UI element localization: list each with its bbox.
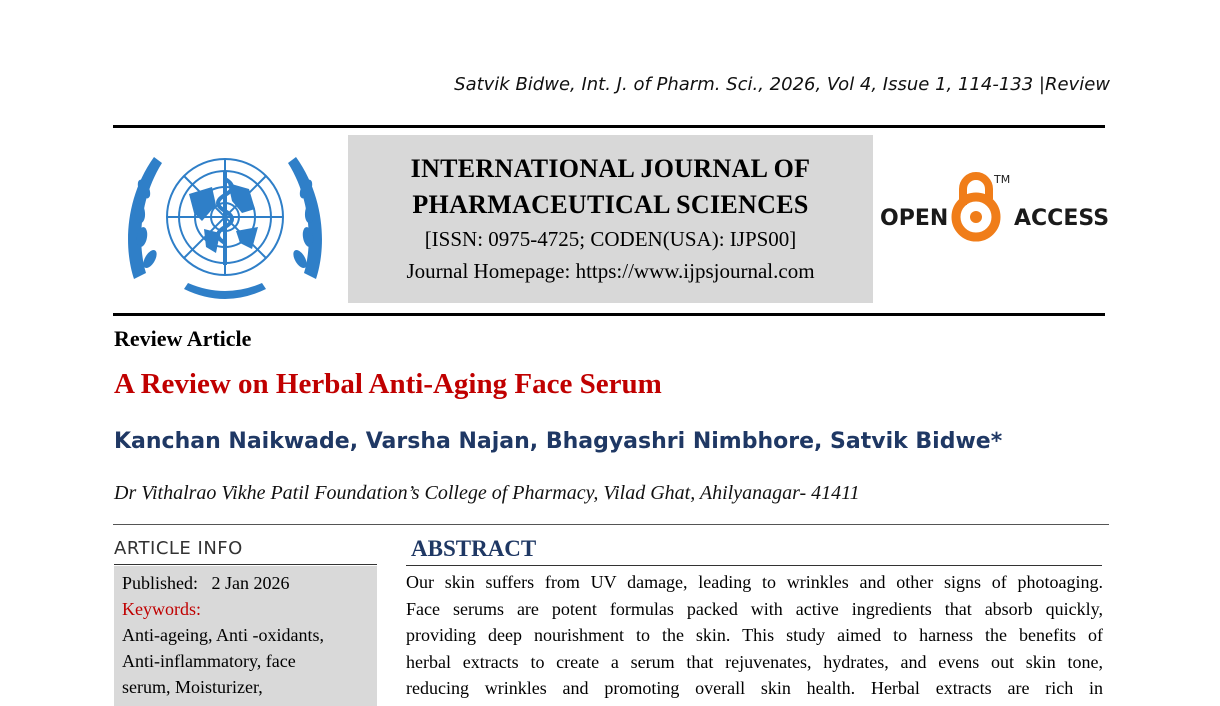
open-access-lock-icon [956,176,996,237]
open-access-left-text: OPEN [880,206,949,231]
published-date: Published: 2 Jan 2026 [122,573,290,593]
header-bottom-rule [113,313,1105,316]
abstract-body [406,569,1103,702]
journal-homepage: Journal Homepage: https://www.ijpsjournal.com [406,259,815,283]
article-title: A Review on Herbal Anti-Aging Face Serum [114,368,662,400]
open-access-right-text: ACCESS [1014,206,1110,231]
keywords-line: Anti-ageing, Anti -oxidants, [122,625,324,645]
running-head: Satvik Bidwe, Int. J. of Pharm. Sci., 2026, Vol 4, Issue 1, 114-133 |Review [454,74,1110,95]
abstract-line: providing deep nourishment to the skin. This study aimed to harness the benefits of [406,625,1103,645]
abstract-heading: ABSTRACT [411,536,537,561]
article-info-heading: ARTICLE INFO [114,538,243,559]
article-authors: Kanchan Naikwade, Varsha Najan, Bhagyashri Nimbhore, Satvik Bidwe* [114,429,1003,454]
affiliation-rule [113,524,1109,525]
top-rule [113,125,1105,128]
journal-title-line-2: PHARMACEUTICAL SCIENCES [412,190,809,219]
article-type: Review Article [114,326,252,351]
open-access-tm: TM [994,173,1011,186]
abstract-line: reducing wrinkles and promoting overall skin health. Herbal extracts are rich in [406,678,1103,698]
keywords-line: Anti-inflammatory, face [122,651,296,671]
abstract-line: Face serums are potent formulas packed with active ingredients that absorb quickly, [406,598,1103,619]
journal-title-line-1: INTERNATIONAL JOURNAL OF [410,154,811,183]
journal-issn: [ISSN: 0975-4725; CODEN(USA): IJPS00] [424,227,797,251]
abstract-line: Our skin suffers from UV damage, leading to wrinkles and other signs of photoaging. [406,572,1103,592]
article-affiliation: Dr Vithalrao Vikhe Patil Foundation’s College of Pharmacy, Vilad Ghat, Ahilyanagar- 41411 [114,482,860,504]
abstract-rule [406,565,1102,566]
keywords-label: Keywords: [122,599,201,619]
abstract-line: herbal extracts to create a serum that rejuvenates, hydrates, and evens out skin tone, [406,651,1103,672]
article-info-box [114,566,377,706]
article-info-rule [114,564,377,565]
open-access-logo [878,167,1110,249]
journal-header-box [348,135,873,303]
who-emblem-logo [124,139,326,307]
keywords-line: serum, Moisturizer, [122,677,263,697]
